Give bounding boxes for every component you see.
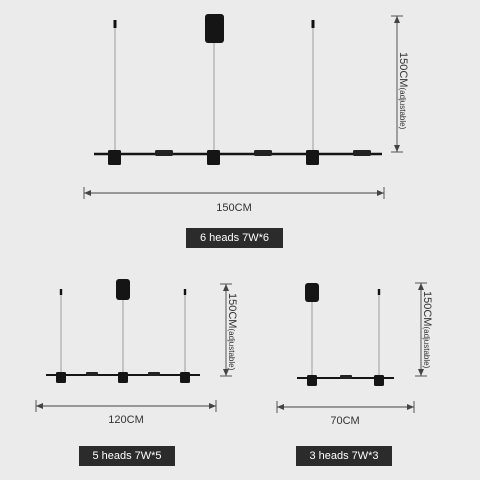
spot-head: [56, 372, 66, 383]
height-note: (adjustable): [398, 87, 407, 130]
lamp-3-heads: [277, 283, 427, 413]
wire-clip: [184, 289, 186, 295]
width-label: 120CM: [108, 414, 144, 426]
flat-head: [254, 150, 272, 156]
spot-head: [180, 372, 190, 383]
spec-badge: 3 heads 7W*3: [296, 446, 392, 466]
flat-head: [353, 150, 371, 156]
spot-head: [306, 150, 319, 165]
spot-head: [118, 372, 128, 383]
spot-head: [207, 150, 220, 165]
height-value: 150CM: [226, 293, 238, 329]
spot-head: [307, 375, 317, 386]
spot-head: [374, 375, 384, 386]
ceiling-canopy: [305, 283, 319, 302]
width-label: 150CM: [216, 202, 252, 214]
flat-head: [340, 375, 352, 379]
height-label: [395, 52, 413, 129]
wire-clip: [312, 20, 315, 28]
height-label: [224, 293, 242, 370]
ceiling-canopy: [205, 14, 224, 43]
lamp-5-heads: [36, 279, 232, 412]
height-value: 150CM: [397, 52, 409, 88]
spec-badge: 6 heads 7W*6: [186, 228, 283, 248]
height-value: 150CM: [421, 291, 433, 327]
flat-head: [148, 372, 160, 376]
spot-head: [108, 150, 121, 165]
spec-badge: 5 heads 7W*5: [79, 446, 175, 466]
wire-clip: [60, 289, 62, 295]
wire-clip: [378, 289, 380, 295]
flat-head: [86, 372, 98, 376]
ceiling-canopy: [116, 279, 130, 300]
flat-head: [155, 150, 173, 156]
height-note: (adjustable): [227, 328, 236, 371]
wire-clip: [114, 20, 117, 28]
lamp-6-heads: [84, 14, 403, 199]
height-note: (adjustable): [422, 326, 431, 369]
height-label: [419, 291, 437, 368]
width-label: 70CM: [330, 415, 360, 427]
